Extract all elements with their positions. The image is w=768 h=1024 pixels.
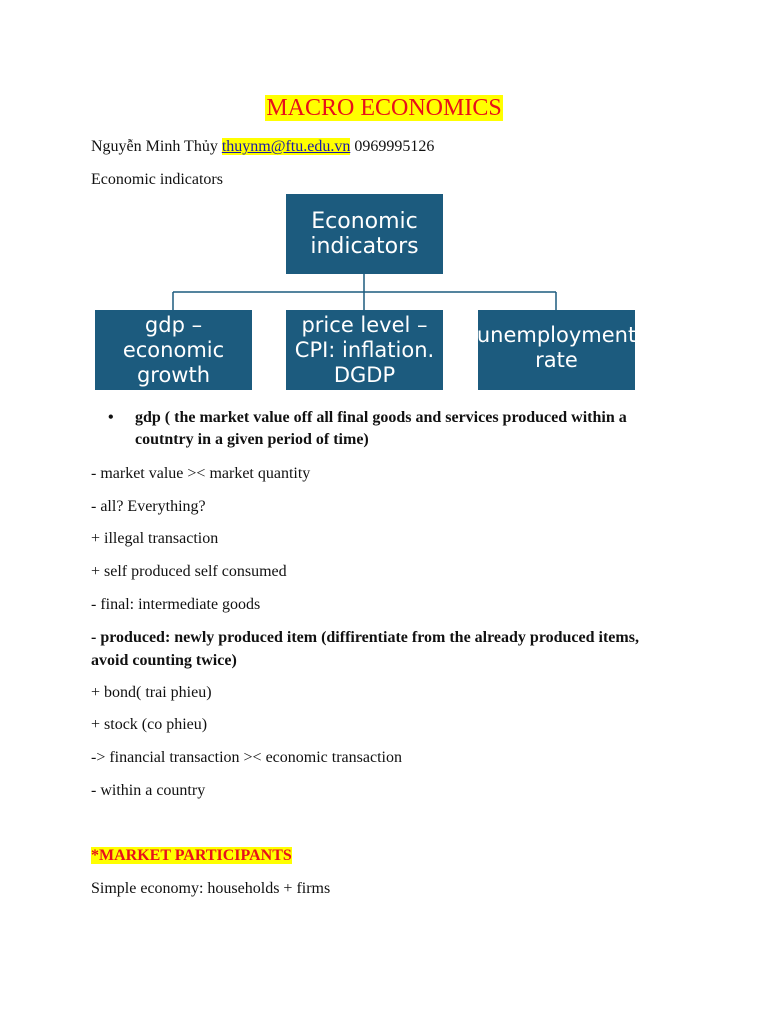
bullet-dot-icon: •	[108, 409, 114, 426]
section-heading-text: *MARKET PARTICIPANTS	[91, 847, 292, 864]
note-line-5: - final: intermediate goods	[91, 596, 261, 613]
diagram-node-gdp	[95, 310, 252, 390]
note-line-2: - all? Everything?	[91, 498, 206, 515]
email-link[interactable]: thuynm@ftu.edu.vn	[221, 138, 351, 155]
author-name: Nguyễn Minh Thủy	[91, 138, 218, 155]
note-line-10: - within a country	[91, 782, 206, 799]
note-line-4: + self produced self consumed	[91, 563, 287, 580]
diagram-node-gdp-label: gdp – economic growth	[122, 312, 225, 387]
diagram-node-unemployment	[478, 310, 635, 390]
author-line	[91, 136, 434, 158]
intro-text: Economic indicators	[91, 171, 223, 188]
note-line-8: + stock (co phieu)	[91, 716, 208, 733]
note-line-1: - market value >< market quantity	[91, 465, 311, 482]
note-line-3: + illegal transaction	[91, 530, 219, 547]
diagram-root-label: Economic indicators	[310, 209, 419, 259]
note-line-7: + bond( trai phieu)	[91, 684, 212, 701]
section-heading	[91, 845, 292, 867]
section-line: Simple economy: households + firms	[91, 880, 331, 897]
page-title-text: MACRO ECONOMICS	[266, 95, 502, 121]
bullet-item-gdp	[108, 407, 688, 451]
note-line-6-bold: - produced: newly produced item (diffirentiate from the already produced items, avoid counting twice)	[91, 629, 639, 669]
diagram-node-unemployment-label: unemployment rate	[476, 323, 637, 372]
diagram-root-node	[286, 194, 443, 274]
diagram-node-price-level	[286, 310, 443, 390]
bullet-text: gdp ( the market value off all final goods and services produced within a coutntry in a given period of time)	[135, 409, 627, 448]
phone-number: 0969995126	[354, 138, 435, 155]
page-title	[0, 92, 768, 124]
note-line-9: -> financial transaction >< economic transaction	[91, 749, 402, 766]
diagram-node-price-level-label: price level – CPI: inflation. DGDP	[294, 312, 435, 387]
